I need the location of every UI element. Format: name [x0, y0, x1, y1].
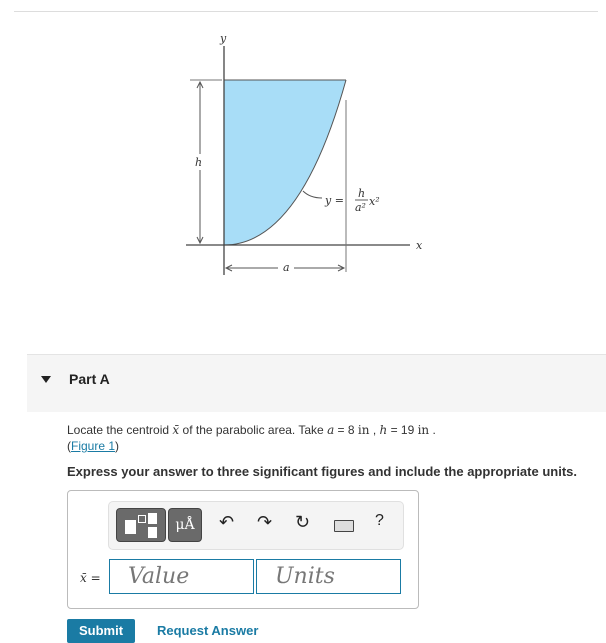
question-comma: ,: [369, 423, 380, 437]
template-exponent-icon: [138, 515, 146, 523]
question-a-value: = 8: [334, 423, 358, 437]
shaded-area: [224, 80, 346, 245]
question-end: .: [429, 423, 436, 437]
equation-leader-line: [303, 191, 322, 198]
part-label: Part A: [69, 371, 110, 387]
submit-button[interactable]: Submit: [67, 619, 135, 643]
question-xbar-symbol: x̄: [172, 423, 180, 437]
figure-open-paren: (: [67, 439, 71, 453]
keyboard-icon[interactable]: [334, 520, 354, 532]
redo-icon[interactable]: ↷: [257, 512, 273, 532]
parabolic-area-figure: [0, 0, 606, 300]
figure-1-link[interactable]: Figure 1: [71, 439, 116, 453]
instruction-text: Express your answer to three significant figures and include the appropriate units.: [67, 464, 577, 479]
math-toolbar: [108, 501, 404, 550]
template-denominator-icon: [148, 527, 157, 538]
request-answer-link[interactable]: Request Answer: [157, 623, 259, 638]
question-intro: Locate the centroid: [67, 423, 173, 437]
question-text: [67, 423, 436, 437]
answer-box: [67, 490, 419, 609]
equation-numerator: h: [358, 187, 366, 200]
units-button[interactable]: μÅ: [168, 508, 202, 542]
question-a-symbol: a: [327, 423, 335, 437]
units-input[interactable]: Units: [256, 559, 401, 594]
part-a-header[interactable]: [27, 354, 606, 412]
figure-close-paren: ): [115, 439, 120, 453]
question-h-unit: in: [417, 423, 430, 437]
reset-icon[interactable]: ↻: [295, 512, 311, 532]
templates-button[interactable]: [116, 508, 166, 542]
question-a-unit: in: [357, 423, 370, 437]
help-button[interactable]: ?: [375, 512, 384, 529]
question-h-symbol: h: [379, 423, 388, 437]
equation-x-squared: x²: [369, 195, 380, 208]
h-dimension-label: h: [195, 156, 203, 169]
equation-lhs: y =: [325, 194, 344, 207]
template-block-icon: [125, 520, 136, 534]
equation-denominator: a²: [355, 201, 366, 214]
x-axis-label: x: [416, 239, 423, 252]
value-input[interactable]: Value: [109, 559, 254, 594]
figure-reference: [67, 439, 119, 453]
template-numerator-icon: [148, 513, 157, 524]
question-h-value: = 19: [387, 423, 418, 437]
undo-icon[interactable]: ↶: [219, 512, 235, 532]
question-middle: of the parabolic area. Take: [179, 423, 328, 437]
answer-label: x̄ =: [80, 571, 101, 585]
y-axis-label: y: [220, 32, 227, 45]
collapse-triangle-icon[interactable]: [41, 376, 51, 383]
a-dimension-label: a: [283, 261, 290, 274]
